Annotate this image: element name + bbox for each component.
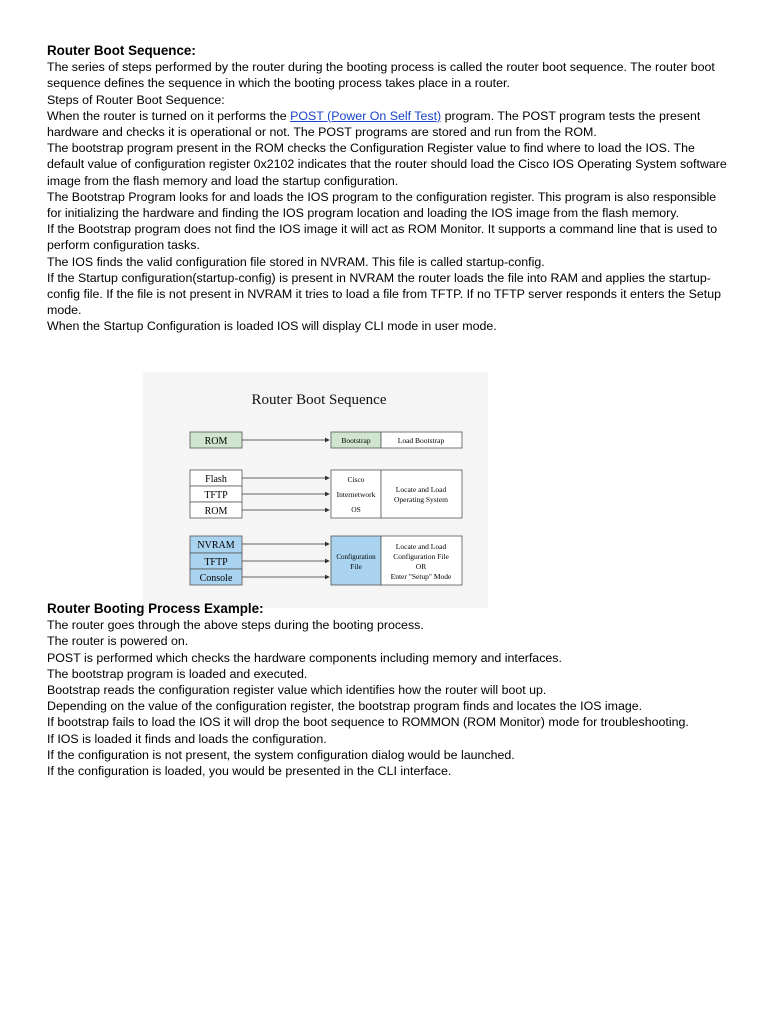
os-label: OS: [351, 505, 361, 514]
load-bootstrap-label: Load Bootstrap: [397, 436, 445, 445]
load-os-line1: Locate and Load: [395, 485, 447, 494]
rom-source-label: ROM: [204, 436, 228, 447]
post-paragraph: [47, 108, 727, 140]
config-line1: Configuration: [336, 553, 376, 561]
internetwork-label: Internetwork: [336, 490, 376, 499]
startup-config-paragraph: If the Startup configuration(startup-config) is present in NVRAM the router loads the file into RAM and applies the startup-config file. If the file is not present in NVRAM it tries to load a file from TFTP. If no TFTP server responds it enters the Setup mode.: [47, 270, 721, 318]
bootstrap-paragraph: The bootstrap program present in the ROM checks the Configuration Register value to find where to load the IOS. The default value of configuration register 0x2102 indicates that the router should load the Cisco IOS Operating System software image from the flash memory and load the startup configuration.: [47, 141, 727, 188]
boot-sequence-diagram: [143, 372, 488, 608]
post-prefix: When the router is turned on it performs the: [47, 108, 291, 123]
example-line: If IOS is loaded it finds and loads the configuration.: [47, 731, 327, 746]
section-booting-example: [47, 601, 727, 779]
tftp3-label: TFTP: [204, 557, 228, 568]
diagram-title: Router Boot Sequence: [251, 392, 387, 408]
example-line: If the configuration is not present, the system configuration dialog would be launched.: [47, 747, 515, 762]
flash-label: Flash: [205, 474, 227, 485]
config-line2: File: [350, 562, 362, 571]
bootstrap-label: Bootstrap: [341, 436, 371, 445]
post-suffix: program. The POST program tests the present hardware and checks it is operational or not. The POST programs are stored and run from the ROM.: [47, 108, 701, 140]
load-os-line2: Operating System: [394, 495, 448, 504]
intro-paragraph: The series of steps performed by the router during the booting process is called the router boot sequence. The router boot sequence defines the sequence in which the booting process takes place in a router.: [47, 60, 715, 91]
steps-heading: Steps of Router Boot Sequence:: [47, 92, 225, 107]
example-line: The router goes through the above steps during the booting process.: [47, 618, 424, 633]
cisco-label: Cisco: [347, 475, 365, 484]
load-config-line1: Locate and Load: [395, 542, 447, 551]
load-config-line2: Configuration File: [393, 552, 449, 561]
load-config-line4: Enter "Setup" Mode: [390, 572, 452, 581]
nvram-paragraph: The IOS finds the valid configuration file stored in NVRAM. This file is called startup-config.: [47, 254, 545, 269]
section-heading: Router Boot Sequence:: [47, 43, 196, 58]
example-line: If the configuration is loaded, you would be presented in the CLI interface.: [47, 764, 452, 779]
example-line: The router is powered on.: [47, 634, 189, 649]
example-heading: Router Booting Process Example:: [47, 601, 264, 616]
tftp-label: TFTP: [204, 490, 228, 501]
bootstrap-loads-paragraph: The Bootstrap Program looks for and loads the IOS program to the configuration register. This program is also responsible for initializing the hardware and finding the IOS program location and loading the IOS image from the flash memory.: [47, 189, 717, 221]
post-link[interactable]: POST (Power On Self Test): [290, 108, 442, 123]
load-config-line3: OR: [415, 562, 427, 571]
rom-monitor-paragraph: If the Bootstrap program does not find the IOS image it will act as ROM Monitor. It supports a command line that is used to perform configuration tasks.: [47, 222, 718, 253]
example-line: Depending on the value of the configuration register, the bootstrap program finds and locates the IOS image.: [47, 699, 643, 714]
rom2-label: ROM: [204, 506, 228, 517]
nvram-label: NVRAM: [197, 540, 235, 551]
example-line: POST is performed which checks the hardware components including memory and interfaces.: [47, 650, 562, 665]
example-line: If bootstrap fails to load the IOS it will drop the boot sequence to ROMMON (ROM Monitor) mode for troubleshooting.: [47, 715, 689, 730]
section-boot-sequence: [47, 43, 727, 335]
example-line: Bootstrap reads the configuration register value which identifies how the router will boot up.: [47, 683, 547, 698]
example-line: The bootstrap program is loaded and executed.: [47, 666, 308, 681]
load-os-box: [381, 470, 462, 518]
console-label: Console: [199, 573, 233, 584]
cli-paragraph: When the Startup Configuration is loaded IOS will display CLI mode in user mode.: [47, 319, 497, 334]
